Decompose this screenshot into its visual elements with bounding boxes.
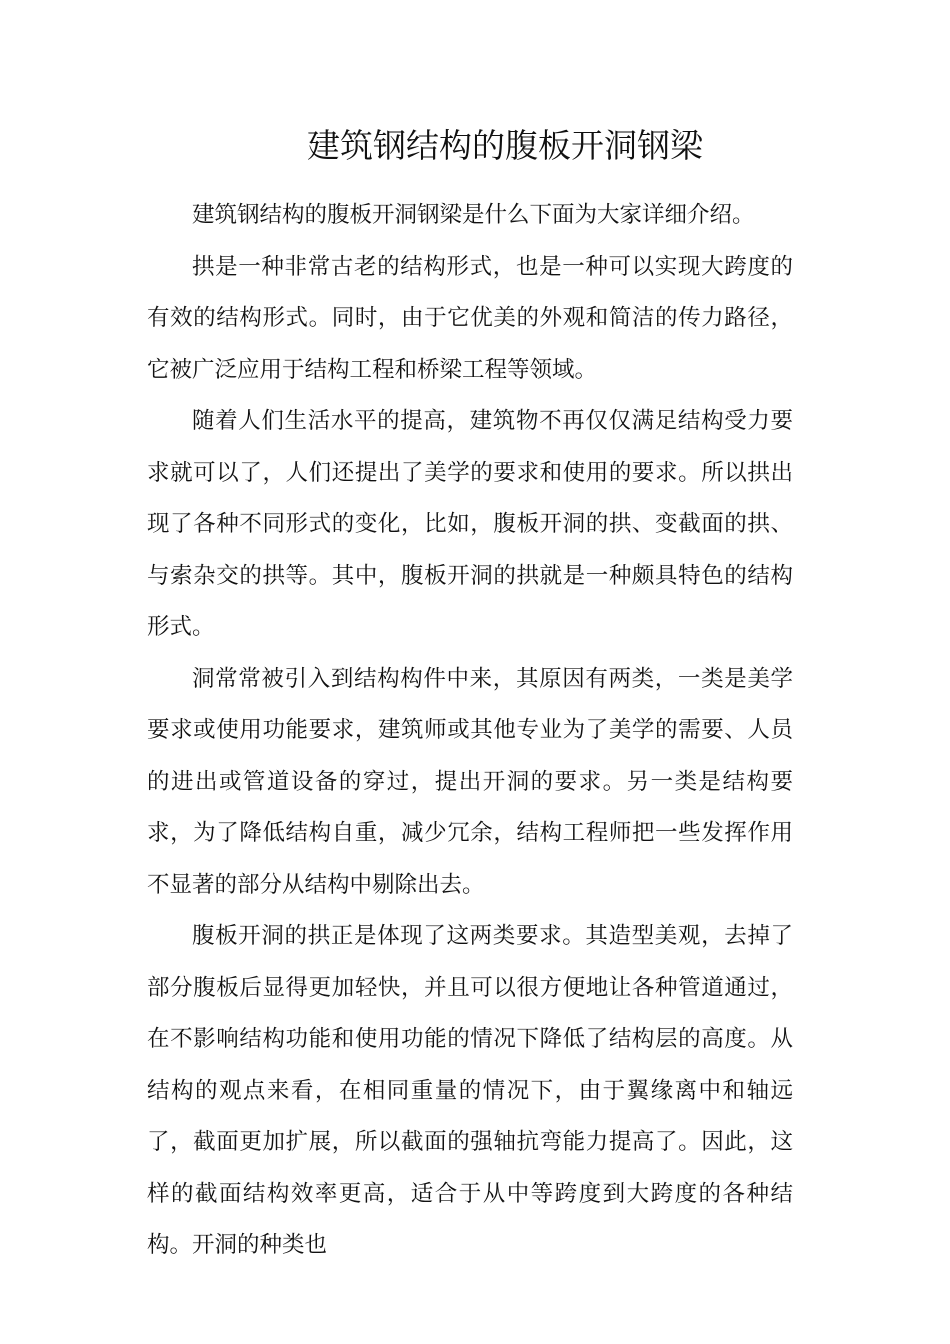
document-body (147, 190, 793, 1272)
paragraph-opening-reasons: 洞常常被引入到结构构件中来，其原因有两类，一类是美学要求或使用功能要求，建筑师或其他专业为了美学的需要、人员的进出或管道设备的穿过，提出开洞的要求。另一类是结构要求，为了降低结构自重，减少冗余，结构工程师把一些发挥作用不显著的部分从结构中剔除出去。 (147, 665, 793, 898)
paragraph-web-opening-benefits: 腹板开洞的拱正是体现了这两类要求。其造型美观，去掉了部分腹板后显得更加轻快，并且可以很方便地让各种管道通过，在不影响结构功能和使用功能的情况下降低了结构层的高度。从结构的观点来看，在相同重量的情况下，由于翼缘离中和轴远了，截面更加扩展，所以截面的强轴抗弯能力提高了。因此，这样的截面结构效率更高，适合于从中等跨度到大跨度的各种结构。开洞的种类也 (147, 923, 793, 1258)
paragraph-arch-history: 拱是一种非常古老的结构形式，也是一种可以实现大跨度的有效的结构形式。同时，由于它优美的外观和简洁的传力路径，它被广泛应用于结构工程和桥梁工程等领域。 (147, 253, 793, 383)
paragraph-intro: 建筑钢结构的腹板开洞钢梁是什么下面为大家详细介绍。 (192, 202, 755, 228)
paragraph-aesthetic-requirements: 随着人们生活水平的提高，建筑物不再仅仅满足结构受力要求就可以了，人们还提出了美学的要求和使用的要求。所以拱出现了各种不同形式的变化，比如，腹板开洞的拱、变截面的拱、与索杂交的拱等。其中，腹板开洞的拱就是一种颇具特色的结构形式。 (147, 408, 793, 640)
document-title: 建筑钢结构的腹板开洞钢梁 (307, 126, 703, 165)
